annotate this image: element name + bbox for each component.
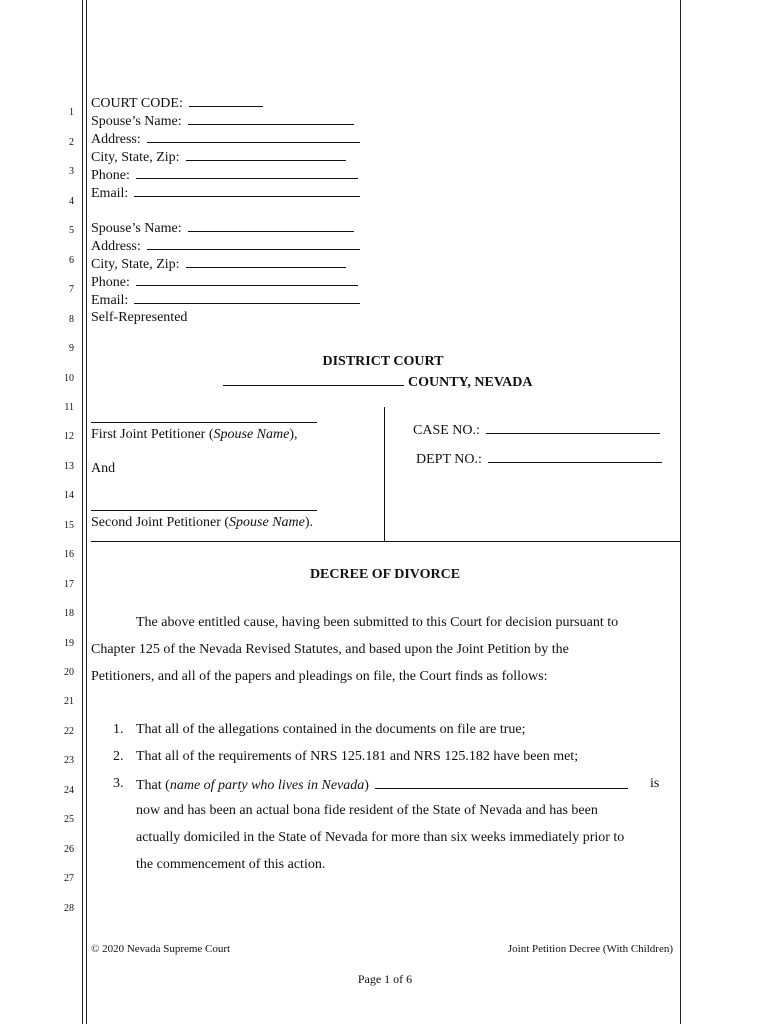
case-no-field[interactable] bbox=[486, 421, 660, 434]
line-number: 7 bbox=[69, 284, 74, 295]
spouse2-city-field[interactable] bbox=[186, 255, 346, 268]
spouse1-email-field[interactable] bbox=[134, 184, 360, 197]
petitioner1-label bbox=[91, 427, 298, 443]
line-number: 3 bbox=[69, 166, 74, 177]
spouse2-address-field[interactable] bbox=[147, 237, 360, 250]
petitioner1-name-field[interactable] bbox=[91, 422, 317, 423]
finding-3-prefix: That ( bbox=[136, 778, 170, 793]
petitioner2-name-field[interactable] bbox=[91, 510, 317, 511]
line-number: 25 bbox=[64, 814, 74, 825]
spouse1-address-label: Address: bbox=[91, 132, 141, 147]
spouse2-email-label: Email: bbox=[91, 293, 129, 308]
caption-bottom-rule bbox=[91, 541, 680, 542]
court-name: DISTRICT COURT bbox=[322, 354, 444, 369]
line-number: 12 bbox=[64, 431, 74, 442]
court-code-label: COURT CODE: bbox=[91, 96, 183, 111]
finding-2-number: 2. bbox=[113, 749, 124, 764]
petitioner1-italic: Spouse Name bbox=[213, 427, 290, 442]
line-number: 18 bbox=[64, 608, 74, 619]
left-margin-rule-outer bbox=[82, 0, 83, 1024]
line-number: 9 bbox=[69, 343, 74, 354]
spouse1-city-line bbox=[91, 148, 346, 167]
petitioner1-prefix: First Joint Petitioner ( bbox=[91, 427, 214, 442]
spouse1-phone-label: Phone: bbox=[91, 168, 130, 183]
line-number: 19 bbox=[64, 638, 74, 649]
line-number: 6 bbox=[69, 255, 74, 266]
county-line bbox=[223, 373, 532, 391]
spouse2-email-line bbox=[91, 291, 360, 310]
line-number: 22 bbox=[64, 726, 74, 737]
finding-3-is: is bbox=[650, 776, 660, 791]
spouse2-address-label: Address: bbox=[91, 239, 141, 254]
line-number: 2 bbox=[69, 137, 74, 148]
spouse2-address-line bbox=[91, 237, 360, 256]
petitioner2-label bbox=[91, 515, 313, 531]
finding-3-line-4: the commencement of this action. bbox=[136, 857, 326, 872]
finding-1-text: That all of the allegations contained in the documents on file are true; bbox=[136, 722, 526, 737]
line-number: 14 bbox=[64, 490, 74, 501]
footer-form-name: Joint Petition Decree (With Children) bbox=[507, 943, 673, 955]
intro-line-1: The above entitled cause, having been submitted to this Court for decision pursuant to bbox=[136, 615, 619, 630]
petitioner1-suffix: ), bbox=[289, 427, 298, 442]
line-number: 13 bbox=[64, 461, 74, 472]
line-number: 21 bbox=[64, 696, 74, 707]
spouse2-city-line bbox=[91, 255, 346, 274]
spouse1-name-field[interactable] bbox=[188, 112, 354, 125]
finding-3-suffix: ) bbox=[364, 778, 369, 793]
line-number: 20 bbox=[64, 667, 74, 678]
and-label: And bbox=[91, 461, 116, 476]
spouse2-city-label: City, State, Zip: bbox=[91, 257, 180, 272]
line-number: 1 bbox=[69, 107, 74, 118]
intro-line-2: Chapter 125 of the Nevada Revised Statutes, and based upon the Joint Petition by the bbox=[91, 642, 569, 657]
case-no-line bbox=[413, 421, 660, 439]
spouse1-email-label: Email: bbox=[91, 186, 129, 201]
court-code-field[interactable] bbox=[189, 94, 263, 107]
spouse2-phone-line bbox=[91, 273, 358, 292]
line-number: 10 bbox=[64, 373, 74, 384]
finding-3-line-3: actually domiciled in the State of Nevada for more than six weeks immediately prior to bbox=[136, 830, 625, 845]
page-number: Page 1 of 6 bbox=[357, 972, 413, 986]
spouse2-phone-label: Phone: bbox=[91, 275, 130, 290]
petitioner2-italic: Spouse Name bbox=[229, 515, 305, 530]
dept-no-line bbox=[416, 450, 662, 468]
spouse1-city-field[interactable] bbox=[186, 148, 346, 161]
spouse1-address-field[interactable] bbox=[147, 130, 360, 143]
right-margin-rule bbox=[680, 0, 681, 1024]
line-number: 17 bbox=[64, 579, 74, 590]
petitioner2-suffix: ). bbox=[304, 515, 314, 530]
line-number: 27 bbox=[64, 873, 74, 884]
spouse1-name-label: Spouse’s Name: bbox=[91, 114, 182, 129]
caption-divider bbox=[384, 407, 385, 541]
self-represented-label: Self-Represented bbox=[91, 310, 188, 325]
finding-3-number: 3. bbox=[113, 776, 124, 791]
petitioner2-prefix: Second Joint Petitioner ( bbox=[91, 515, 230, 530]
line-number: 26 bbox=[64, 844, 74, 855]
spouse1-email-line bbox=[91, 184, 360, 203]
spouse1-phone-line bbox=[91, 166, 358, 185]
county-label: COUNTY, NEVADA bbox=[408, 375, 533, 390]
line-number: 4 bbox=[69, 196, 74, 207]
spouse2-name-line bbox=[91, 219, 354, 238]
line-number: 23 bbox=[64, 755, 74, 766]
spouse2-phone-field[interactable] bbox=[136, 273, 358, 286]
resident-name-field[interactable] bbox=[375, 776, 628, 789]
document-title: DECREE OF DIVORCE bbox=[309, 567, 461, 582]
line-number: 15 bbox=[64, 520, 74, 531]
line-number: 5 bbox=[69, 225, 74, 236]
county-field[interactable] bbox=[223, 373, 404, 386]
spouse2-email-field[interactable] bbox=[134, 291, 360, 304]
left-margin-rule-inner bbox=[86, 0, 87, 1024]
spouse1-address-line bbox=[91, 130, 360, 149]
finding-3-first-line bbox=[136, 776, 628, 794]
finding-3-italic: name of party who lives in Nevada bbox=[169, 778, 365, 793]
line-number: 8 bbox=[69, 314, 74, 325]
intro-line-3: Petitioners, and all of the papers and pleadings on file, the Court finds as follows: bbox=[91, 669, 548, 684]
spouse2-name-field[interactable] bbox=[188, 219, 354, 232]
dept-no-field[interactable] bbox=[488, 450, 662, 463]
finding-1-number: 1. bbox=[113, 722, 124, 737]
spouse2-name-label: Spouse’s Name: bbox=[91, 221, 182, 236]
line-number: 11 bbox=[64, 402, 74, 413]
footer-copyright: © 2020 Nevada Supreme Court bbox=[91, 943, 231, 955]
dept-no-label: DEPT NO.: bbox=[416, 452, 482, 467]
spouse1-city-label: City, State, Zip: bbox=[91, 150, 180, 165]
line-number: 24 bbox=[64, 785, 74, 796]
court-code-line bbox=[91, 94, 263, 113]
case-no-label: CASE NO.: bbox=[413, 423, 480, 438]
finding-3-line-2: now and has been an actual bona fide resident of the State of Nevada and has been bbox=[136, 803, 598, 818]
finding-2-text: That all of the requirements of NRS 125.181 and NRS 125.182 have been met; bbox=[136, 749, 579, 764]
line-number: 16 bbox=[64, 549, 74, 560]
line-number: 28 bbox=[64, 903, 74, 914]
spouse1-phone-field[interactable] bbox=[136, 166, 358, 179]
spouse1-name-line bbox=[91, 112, 354, 131]
